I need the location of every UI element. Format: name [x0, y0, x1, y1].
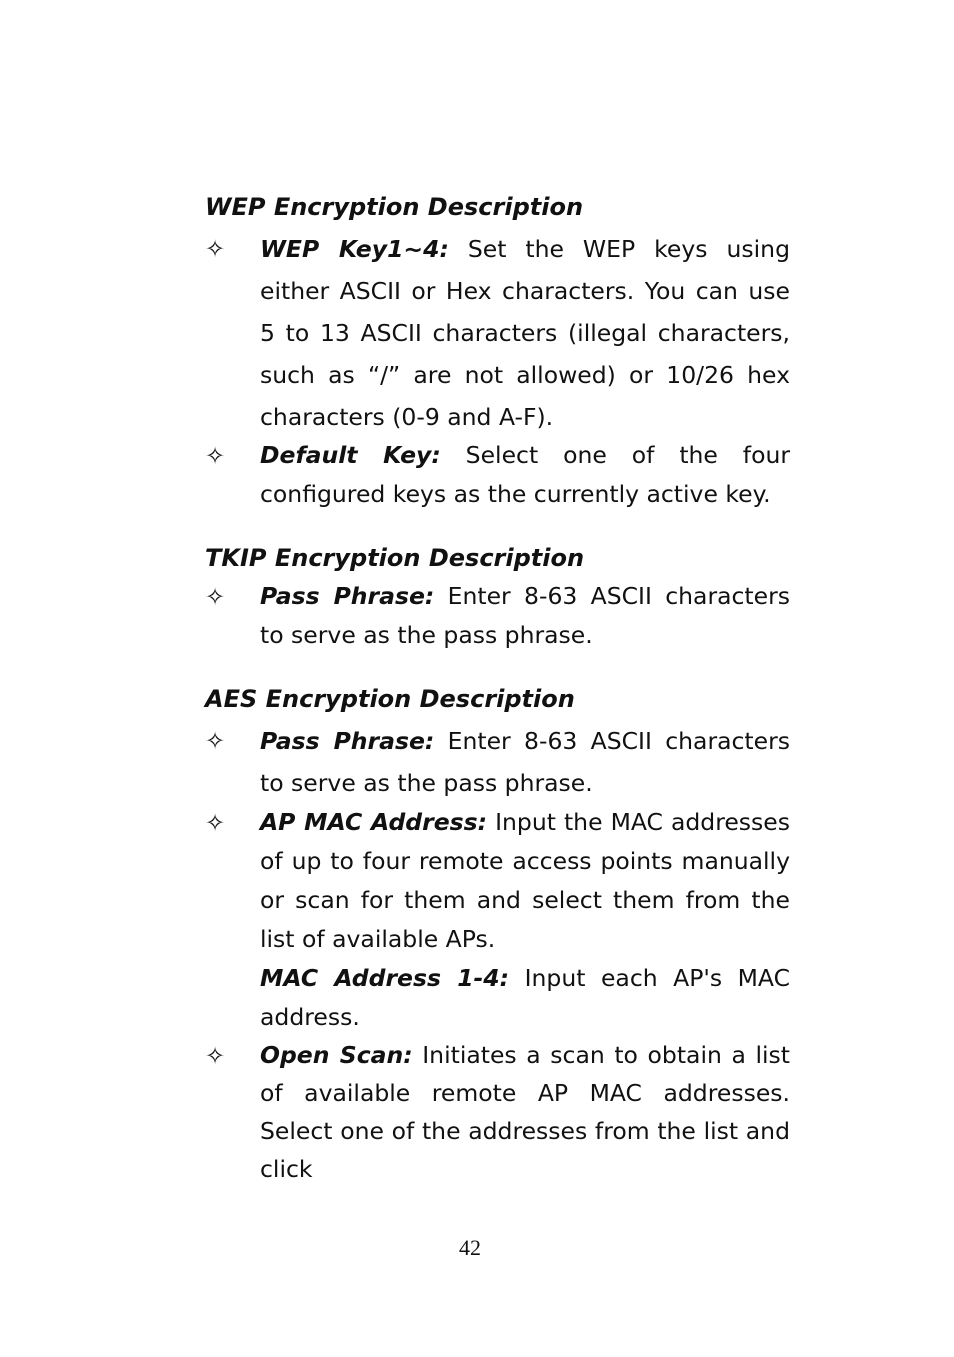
wep-key-description — [260, 228, 790, 438]
description-text: Set the WEP keys using either ASCII or Hex characters. You can use 5 to 13 ASCII characters (illegal characters, such as “/” are not allowed) or 10/26 hex characters (0-9 and A-F). — [260, 235, 790, 431]
description-text: Enter 8-63 ASCII characters to serve as the pass phrase. — [260, 582, 791, 649]
bullet-icon: ✧ — [205, 727, 226, 755]
tkip-pass-phrase-description — [260, 577, 790, 655]
open-scan-description — [260, 1036, 790, 1188]
description-text: Select one of the four configured keys as the currently active key. — [260, 441, 791, 508]
term-label: AP MAC Address: — [260, 808, 488, 836]
bullet-icon: ✧ — [205, 235, 226, 263]
default-key-description — [260, 436, 790, 514]
term-label: Open Scan: — [260, 1041, 413, 1069]
term-label: MAC Address 1-4: — [260, 964, 510, 992]
bullet-icon: ✧ — [205, 1042, 226, 1070]
ap-mac-address-description — [260, 803, 790, 959]
page-number: 42 — [459, 1235, 481, 1260]
aes-pass-phrase-description — [260, 720, 790, 804]
description-text: Input each AP's MAC address. — [260, 964, 790, 1031]
section-heading-wep: WEP Encryption Description — [205, 193, 584, 221]
term-label: Pass Phrase: — [260, 582, 435, 610]
bullet-icon: ✧ — [205, 442, 226, 470]
bullet-icon: ✧ — [205, 809, 226, 837]
description-text: Enter 8-63 ASCII characters to serve as the pass phrase. — [260, 727, 791, 797]
term-label: WEP Key1~4: — [260, 235, 449, 263]
mac-address-1-4-description — [260, 959, 790, 1037]
description-text: Input the MAC addresses of up to four remote access points manually or scan for them and select them from the list of available APs. — [260, 808, 790, 953]
description-text: Initiates a scan to obtain a list of available remote AP MAC addresses. Select one of the addresses from the list and click — [260, 1041, 791, 1183]
term-label: Pass Phrase: — [260, 727, 435, 755]
section-heading-aes: AES Encryption Description — [205, 685, 575, 713]
term-label: Default Key: — [260, 441, 441, 469]
bullet-icon: ✧ — [205, 583, 226, 611]
section-heading-tkip: TKIP Encryption Description — [205, 544, 585, 572]
